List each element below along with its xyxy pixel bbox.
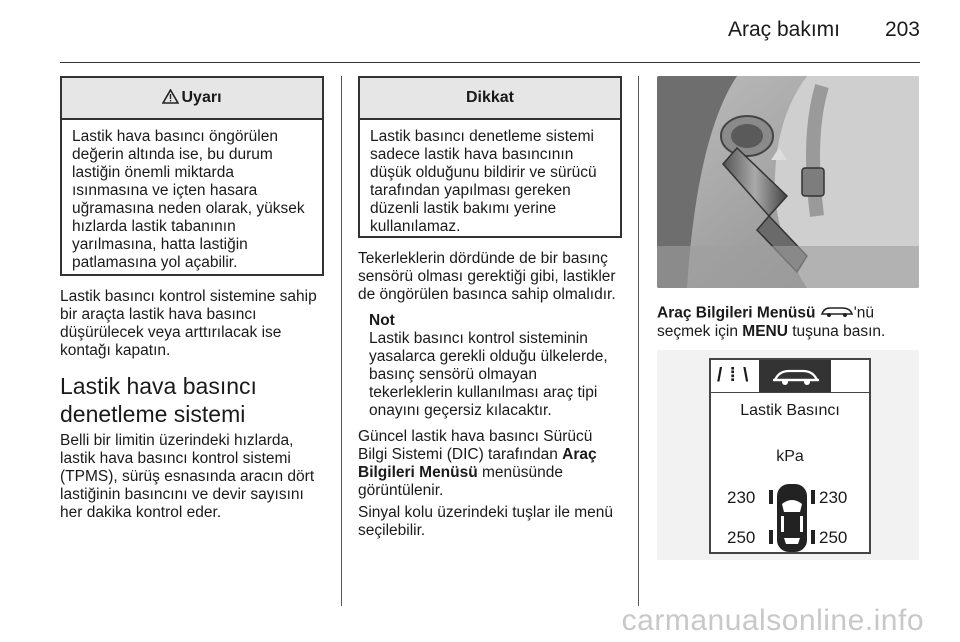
warning-triangle-icon — [162, 89, 179, 108]
section-paragraph — [60, 432, 332, 522]
mid-para2-text: menüsünde — [477, 464, 564, 481]
front-left-pressure: 230 — [727, 488, 756, 507]
left-para-line: bir araçta lastik hava basıncı — [60, 306, 257, 323]
note-line: tekerleklerin kullanılması araç tipi — [369, 384, 598, 401]
section-para-line: Belli bir limitin üzerindeki hızlarda, — [60, 432, 294, 449]
right-paragraph — [657, 304, 927, 341]
dic-display-illustration — [657, 350, 919, 560]
rear-left-pressure: 250 — [727, 528, 756, 547]
warning-line: Lastik hava basıncı öngörülen — [72, 128, 278, 145]
warning-box — [60, 76, 324, 276]
note-line: onayını geçersiz kılacaktır. — [369, 402, 552, 419]
warning-line: uğramasına neden olarak, yüksek — [72, 200, 305, 217]
caution-box-body — [360, 120, 620, 244]
warning-line: değerin altında ise, bu durum — [72, 146, 273, 163]
caution-line: kullanılamaz. — [370, 218, 461, 235]
section-para-line: (TPMS), sürüş esnasında aracın dört — [60, 468, 315, 485]
mid-para2-text: Bilgi Sistemi (DIC) tarafından — [358, 446, 563, 463]
mid-para3-line: seçilebilir. — [358, 522, 426, 539]
caution-line: Lastik basıncı denetleme sistemi — [370, 128, 594, 145]
car-top-view-icon — [767, 482, 817, 559]
dic-title: Lastik Basıncı — [740, 402, 840, 419]
caution-title: Dikkat — [465, 89, 515, 106]
caution-box — [358, 76, 622, 238]
section-heading-line: denetleme sistemi — [60, 401, 246, 427]
section-para-line: lastik hava basıncı kontrol sistemi — [60, 450, 291, 467]
caution-box-header — [360, 78, 620, 120]
right-para-line — [657, 323, 927, 341]
menu-key-bold: MENU — [742, 323, 788, 340]
left-paragraph — [60, 288, 332, 360]
mid-para1-line: Tekerleklerin dördünde de bir basınç — [358, 250, 608, 267]
mid-paragraph-2 — [358, 428, 633, 500]
right-para-text: tuşuna basın. — [787, 323, 886, 340]
caution-line: düzenli lastik bakımı yerine — [370, 200, 557, 217]
mid-para1-line: de öngörülen basınca sahip olmalıdır. — [358, 286, 616, 303]
section-heading-line: Lastik hava basıncı — [60, 373, 257, 399]
mid-para2-line — [358, 464, 633, 482]
left-para-line: düşürülecek veya arttırılacak ise — [60, 324, 282, 341]
caution-line: sadece lastik hava basıncının — [370, 146, 574, 163]
page-header — [60, 0, 920, 63]
column-rule-2 — [638, 76, 639, 606]
menu-name-bold: Bilgileri Menüsü — [358, 464, 478, 481]
header-title: Araç bakımı — [727, 18, 840, 41]
warning-box-body — [62, 120, 322, 280]
mid-paragraph-1 — [358, 250, 633, 304]
front-right-pressure: 230 — [819, 488, 848, 507]
dic-unit: kPa — [776, 448, 804, 465]
right-para-text: 'nü — [853, 304, 874, 322]
menu-name-bold: Araç — [562, 446, 597, 463]
watermark: carmanualsonline.info — [621, 604, 924, 637]
mid-para1-line: sensörü olması gerektiği gibi, lastikler — [358, 268, 616, 285]
turn-signal-stalk-photo — [657, 76, 919, 288]
dic-car-icon — [759, 360, 831, 392]
dic-top-bar — [711, 360, 869, 393]
section-heading — [60, 372, 332, 428]
column-rule-1 — [341, 76, 342, 606]
note-line: yasalarca gerekli olduğu ülkelerde, — [369, 348, 608, 365]
page-number: 203 — [884, 18, 920, 41]
section-para-line: her dakika kontrol eder. — [60, 504, 222, 521]
right-para-text: seçmek için — [657, 323, 743, 340]
note-line: Lastik basıncı kontrol sisteminin — [369, 330, 588, 347]
note-block — [369, 312, 633, 420]
mid-para2-line — [358, 446, 633, 464]
rear-right-pressure: 250 — [819, 528, 848, 547]
caution-line: düşük olduğunu bildirir ve sürücü — [370, 164, 597, 181]
caution-line: tarafından yapılması gereken — [370, 182, 571, 199]
car-icon — [820, 304, 854, 323]
menu-name-bold: Araç Bilgileri Menüsü — [657, 304, 816, 322]
mid-para2-line: görüntülenir. — [358, 482, 444, 499]
warning-line: hızlarda lastik tabanının — [72, 218, 236, 235]
warning-line: yarılmasına, hatta lastiğin — [72, 236, 248, 253]
dic-segment-text: / ⁞ \ — [717, 365, 750, 386]
right-para-line — [657, 304, 927, 323]
mid-para2-line: Güncel lastik hava basıncı Sürücü — [358, 428, 593, 445]
warning-title: Uyarı — [181, 89, 222, 106]
left-para-line: kontağı kapatın. — [60, 342, 171, 359]
section-para-line: lastiğinin basıncını ve devir sayısını — [60, 486, 304, 503]
mid-para3-line: Sinyal kolu üzerindeki tuşlar ile menü — [358, 504, 614, 521]
warning-box-header — [62, 78, 322, 120]
warning-line: ısınmasına ve içten hasara — [72, 182, 258, 199]
warning-line: lastiğin önemli miktarda — [72, 164, 234, 181]
dic-screen — [709, 358, 871, 554]
mid-paragraph-3 — [358, 504, 633, 540]
note-line: basınç sensörü olmayan — [369, 366, 538, 383]
warning-line: patlamasına yol açabilir. — [72, 254, 238, 271]
left-para-line: Lastik basıncı kontrol sistemine sahip — [60, 288, 317, 305]
note-title: Not — [369, 312, 395, 329]
